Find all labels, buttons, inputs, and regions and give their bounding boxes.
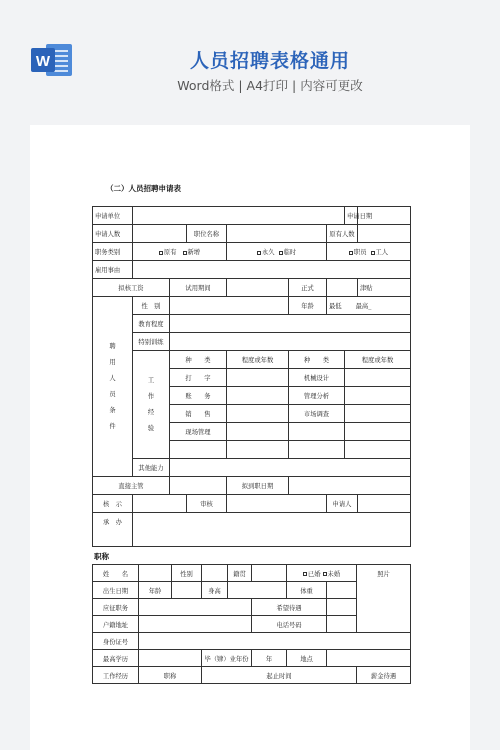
cell-label: 职位名称 xyxy=(187,225,227,243)
input-cell[interactable] xyxy=(289,477,411,495)
page-header xyxy=(0,0,500,118)
checkbox[interactable] xyxy=(279,251,283,255)
cell-label: 最高学历 xyxy=(93,650,139,667)
word-doc-icon xyxy=(30,42,74,78)
checkbox[interactable] xyxy=(183,251,187,255)
cell-label: 申请单位 xyxy=(93,207,133,225)
input-cell[interactable] xyxy=(133,261,411,279)
skill-label: 机械设计 xyxy=(289,369,345,387)
cell-label: 承 办 xyxy=(93,513,133,547)
skill-label: 打 字 xyxy=(170,369,227,387)
document-page xyxy=(30,125,470,750)
cell-label: 其他能力 xyxy=(133,459,170,477)
input-cell[interactable] xyxy=(289,423,345,441)
recruitment-application-table xyxy=(92,206,411,547)
cell-label: 体重 xyxy=(287,582,327,599)
input-cell[interactable] xyxy=(227,369,289,387)
options-cell[interactable]: 永久 临时 xyxy=(227,243,327,261)
cell-label: 特别训练 xyxy=(133,333,170,351)
input-cell[interactable] xyxy=(227,441,289,459)
input-cell[interactable] xyxy=(345,441,411,459)
cell-label: 正式 xyxy=(289,279,327,297)
input-cell[interactable] xyxy=(139,650,202,667)
input-cell[interactable] xyxy=(170,477,227,495)
cell-label: 身份证号 xyxy=(93,633,139,650)
column-header: 程度或年数 xyxy=(227,351,289,369)
marital-cell[interactable]: 已婚 未婚 xyxy=(287,565,357,582)
input-cell[interactable] xyxy=(139,616,252,633)
cell-label: 希望待遇 xyxy=(252,599,327,616)
cell-label: 拟到职日期 xyxy=(227,477,289,495)
input-cell[interactable] xyxy=(172,582,202,599)
cell-label: 性别 xyxy=(172,565,202,582)
input-cell[interactable] xyxy=(327,616,357,633)
input-cell[interactable] xyxy=(170,459,411,477)
cell-label: 年龄 xyxy=(289,297,327,315)
input-cell[interactable] xyxy=(327,599,357,616)
input-cell[interactable] xyxy=(170,333,411,351)
skill-label: 销 售 xyxy=(170,405,227,423)
column-header: 种 类 xyxy=(170,351,227,369)
age-range-cell[interactable]: 最低 最高_ xyxy=(327,297,411,315)
input-cell[interactable] xyxy=(133,513,411,547)
input-cell[interactable] xyxy=(170,315,411,333)
skill-label: 管理分析 xyxy=(289,387,345,405)
input-cell[interactable] xyxy=(228,582,287,599)
input-cell[interactable] xyxy=(252,565,287,582)
cell-label: 原有人数 xyxy=(327,225,358,243)
cell-label: 电话号码 xyxy=(252,616,327,633)
cell-label: 试用期间 xyxy=(170,279,227,297)
skill-label: 现场管理 xyxy=(170,423,227,441)
cell-label: 雇用事由 xyxy=(93,261,133,279)
column-header: 薪金待遇 xyxy=(357,667,411,684)
checkbox[interactable] xyxy=(257,251,261,255)
column-header: 种 类 xyxy=(289,351,345,369)
section-title-application: （二）人员招聘申请表 xyxy=(106,184,181,193)
cell-label: 性 别 xyxy=(133,297,170,315)
cell-label: 申请日期 xyxy=(345,207,358,225)
input-cell[interactable] xyxy=(345,405,411,423)
cell-label: 地点 xyxy=(287,650,327,667)
input-cell[interactable] xyxy=(289,441,345,459)
cell-label: 年龄 xyxy=(139,582,172,599)
input-cell[interactable] xyxy=(345,423,411,441)
input-cell[interactable] xyxy=(227,423,289,441)
checkbox[interactable] xyxy=(323,572,327,576)
checkbox[interactable] xyxy=(371,251,375,255)
input-cell[interactable] xyxy=(139,565,172,582)
cell-label: 拟核工资 xyxy=(93,279,170,297)
input-cell[interactable] xyxy=(345,369,411,387)
input-cell[interactable] xyxy=(327,582,357,599)
options-cell[interactable]: 原有 新增 xyxy=(133,243,227,261)
input-cell[interactable] xyxy=(227,387,289,405)
cell-label: 年 xyxy=(252,650,287,667)
cell-label: 户籍地址 xyxy=(93,616,139,633)
page-title: 人员招聘表格通用 xyxy=(189,50,350,72)
input-cell[interactable] xyxy=(227,225,327,243)
input-cell[interactable] xyxy=(345,387,411,405)
checkbox[interactable] xyxy=(349,251,353,255)
column-header: 程度或年数 xyxy=(345,351,411,369)
column-header: 职称 xyxy=(139,667,202,684)
input-cell[interactable] xyxy=(227,279,289,297)
checkbox[interactable] xyxy=(159,251,163,255)
input-cell[interactable] xyxy=(170,441,227,459)
cell-label: 工作经历 xyxy=(93,667,139,684)
input-cell[interactable] xyxy=(358,495,411,513)
cell-label: 申请人数 xyxy=(93,225,133,243)
photo-cell[interactable]: 照片 xyxy=(357,565,411,633)
input-cell[interactable] xyxy=(227,405,289,423)
input-cell[interactable] xyxy=(202,565,228,582)
section-title-registration: 职称 xyxy=(94,552,109,561)
input-cell[interactable] xyxy=(133,207,345,225)
page-subtitle: Word格式 | A4打印 | 内容可更改 xyxy=(177,78,363,93)
cell-label: 姓 名 xyxy=(93,565,139,582)
column-header: 起止时间 xyxy=(202,667,357,684)
cell-label: 身高 xyxy=(202,582,228,599)
cell-label: 出生日期 xyxy=(93,582,139,599)
skill-label: 市场调查 xyxy=(289,405,345,423)
input-cell[interactable] xyxy=(170,297,289,315)
applicant-registration-table xyxy=(92,564,411,684)
input-cell[interactable] xyxy=(358,225,411,243)
skill-label: 账 务 xyxy=(170,387,227,405)
input-cell[interactable] xyxy=(133,495,187,513)
input-cell[interactable] xyxy=(139,633,411,650)
cell-label: 应征职务 xyxy=(93,599,139,616)
options-cell[interactable]: 职员 工人 xyxy=(327,243,411,261)
requirements-side-label: 聘 用 人 员 条 件 xyxy=(93,297,133,477)
cell-label: 直接主管 xyxy=(93,477,170,495)
input-cell[interactable] xyxy=(133,225,187,243)
input-cell[interactable] xyxy=(139,599,252,616)
cell-label: 毕（肄）业年份 xyxy=(202,650,252,667)
svg-text:W: W xyxy=(35,53,51,70)
input-cell[interactable] xyxy=(327,650,411,667)
work-experience-side-label: 工 作 经 验 xyxy=(133,351,170,459)
cell-label: 审核 xyxy=(187,495,227,513)
cell-label: 申请人 xyxy=(327,495,358,513)
cell-label: 职务类别 xyxy=(93,243,133,261)
checkbox[interactable] xyxy=(303,572,307,576)
cell-label: 核 示 xyxy=(93,495,133,513)
allowance-cell: 津贴 xyxy=(358,279,411,297)
cell-label: 教育程度 xyxy=(133,315,170,333)
cell-label: 籍贯 xyxy=(228,565,252,582)
input-cell[interactable] xyxy=(227,495,327,513)
input-cell[interactable] xyxy=(327,279,358,297)
